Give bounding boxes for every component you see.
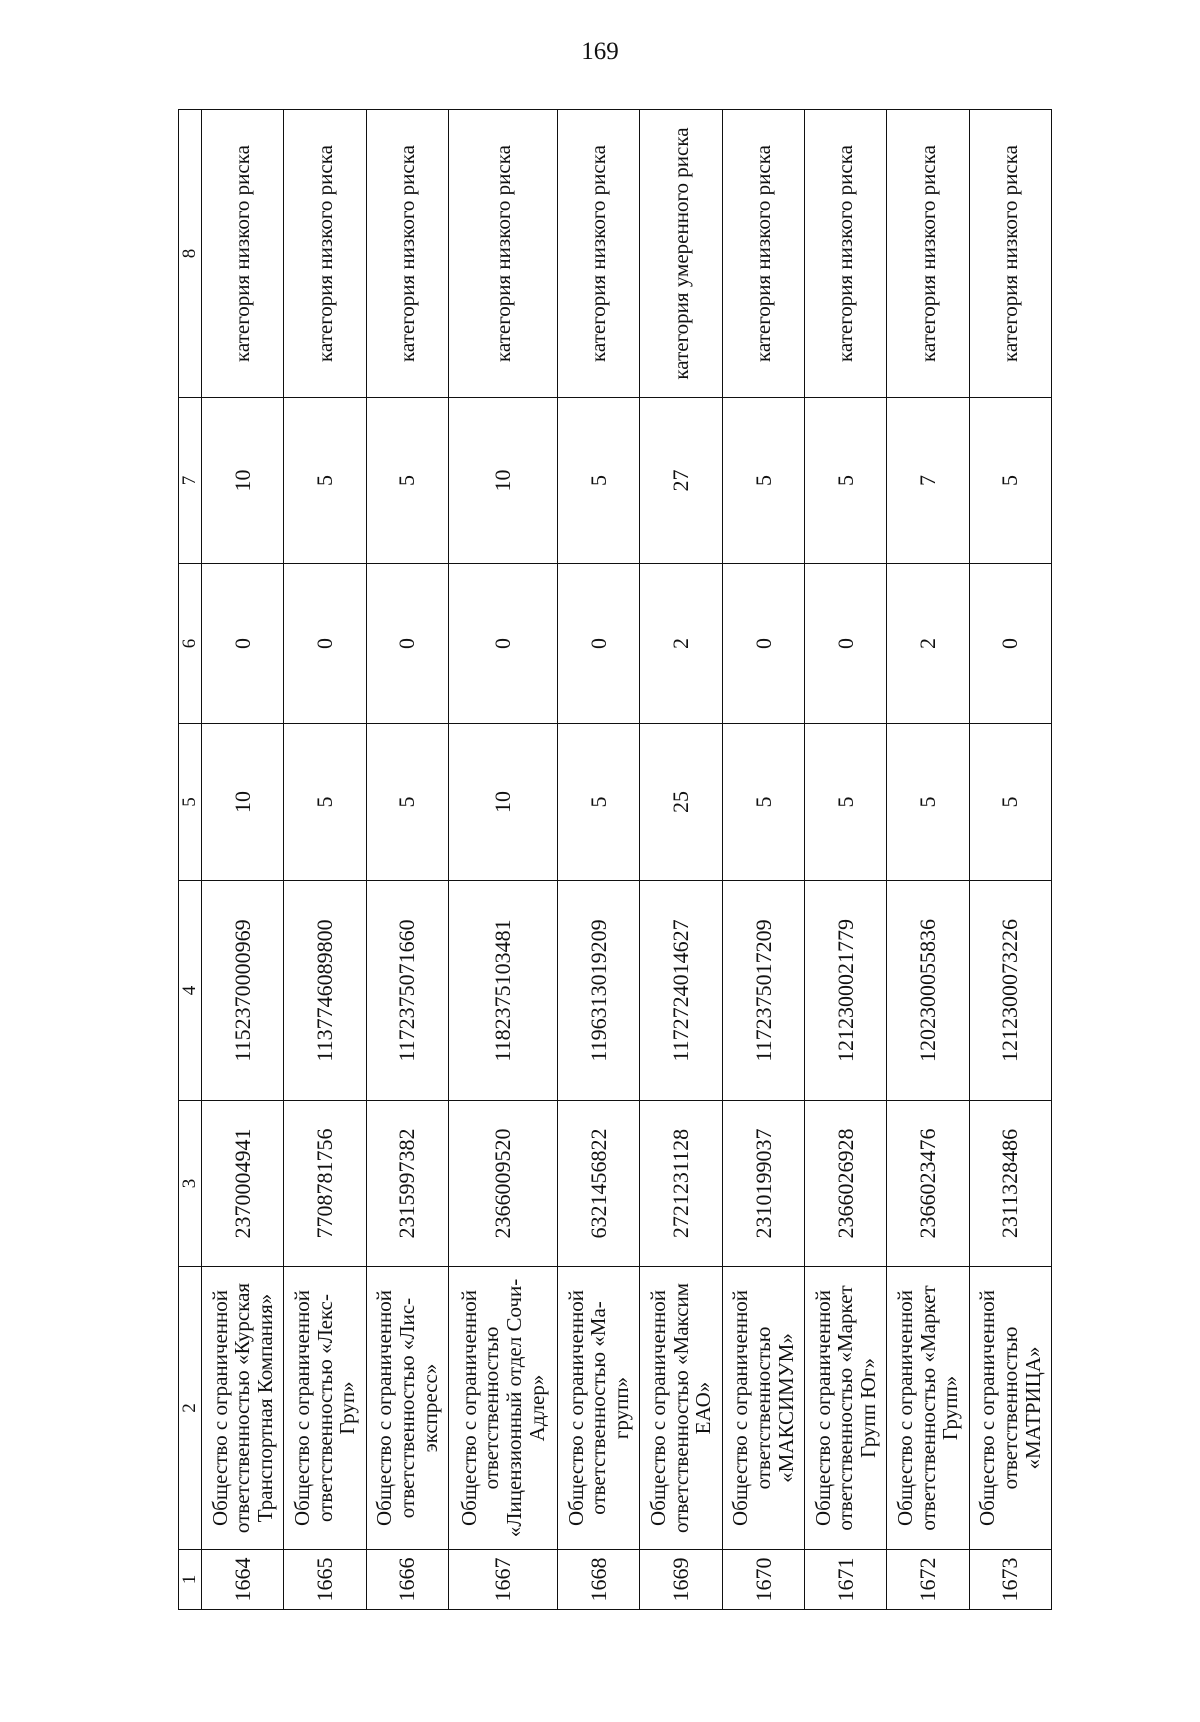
column-6-value-cell: 0 <box>202 564 284 724</box>
row-index-cell: 1668 <box>558 1550 640 1610</box>
column-number-1: 1 <box>179 1550 202 1610</box>
table-row <box>969 110 1051 1610</box>
column-number-8: 8 <box>179 110 202 398</box>
organization-name-cell: Общество с ограниченной ответственностью «Лекс-Груп» <box>284 1267 366 1550</box>
risk-category-cell: категория низкого риска <box>722 110 804 398</box>
column-7-value-cell: 10 <box>448 398 557 564</box>
row-index-cell: 1666 <box>366 1550 448 1610</box>
column-5-value-cell: 10 <box>448 724 557 881</box>
organization-name-cell: Общество с ограниченной ответственностью «Курская Транспортная Компания» <box>202 1267 284 1550</box>
column-number-4: 4 <box>179 881 202 1101</box>
column-6-value-cell: 2 <box>887 564 969 724</box>
risk-category-cell: категория низкого риска <box>887 110 969 398</box>
risk-category-cell: категория низкого риска <box>969 110 1051 398</box>
column-number-5: 5 <box>179 724 202 881</box>
ogrn-cell: 1182375103481 <box>448 881 557 1101</box>
column-6-value-cell: 0 <box>284 564 366 724</box>
table-row <box>366 110 448 1610</box>
column-7-value-cell: 5 <box>722 398 804 564</box>
column-6-value-cell: 0 <box>448 564 557 724</box>
column-6-value-cell: 0 <box>722 564 804 724</box>
inn-cell: 2721231128 <box>640 1101 722 1267</box>
column-7-value-cell: 10 <box>202 398 284 564</box>
page-number: 169 <box>581 38 619 65</box>
ogrn-cell: 1196313019209 <box>558 881 640 1101</box>
risk-category-cell: категория низкого риска <box>284 110 366 398</box>
ogrn-cell: 1172375017209 <box>722 881 804 1101</box>
table-row <box>202 110 284 1610</box>
row-index-cell: 1665 <box>284 1550 366 1610</box>
column-5-value-cell: 5 <box>284 724 366 881</box>
organization-name-cell: Общество с ограниченной ответственностью «Маркет Групп» <box>887 1267 969 1550</box>
column-6-value-cell: 0 <box>969 564 1051 724</box>
column-5-value-cell: 5 <box>969 724 1051 881</box>
ogrn-cell: 1212300073226 <box>969 881 1051 1101</box>
inn-cell: 6321456822 <box>558 1101 640 1267</box>
column-6-value-cell: 0 <box>366 564 448 724</box>
ogrn-cell: 1172375071660 <box>366 881 448 1101</box>
table-row <box>284 110 366 1610</box>
column-7-value-cell: 27 <box>640 398 722 564</box>
inn-cell: 2366023476 <box>887 1101 969 1267</box>
column-7-value-cell: 5 <box>969 398 1051 564</box>
column-5-value-cell: 10 <box>202 724 284 881</box>
column-number-6: 6 <box>179 564 202 724</box>
row-index-cell: 1673 <box>969 1550 1051 1610</box>
row-index-cell: 1667 <box>448 1550 557 1610</box>
column-7-value-cell: 5 <box>805 398 887 564</box>
row-index-cell: 1669 <box>640 1550 722 1610</box>
column-6-value-cell: 0 <box>805 564 887 724</box>
rotated-table-container <box>178 110 1052 1610</box>
row-index-cell: 1664 <box>202 1550 284 1610</box>
risk-category-cell: категория низкого риска <box>202 110 284 398</box>
risk-category-cell: категория низкого риска <box>558 110 640 398</box>
row-index-cell: 1671 <box>805 1550 887 1610</box>
column-5-value-cell: 5 <box>366 724 448 881</box>
ogrn-cell: 1172724014627 <box>640 881 722 1101</box>
inn-cell: 2366009520 <box>448 1101 557 1267</box>
organization-name-cell: Общество с ограниченной ответственностью «Лис-экспресс» <box>366 1267 448 1550</box>
column-number-2: 2 <box>179 1267 202 1550</box>
organization-name-cell: Общество с ограниченной ответственностью «МАТРИЦА» <box>969 1267 1051 1550</box>
column-5-value-cell: 5 <box>558 724 640 881</box>
column-6-value-cell: 0 <box>558 564 640 724</box>
row-index-cell: 1672 <box>887 1550 969 1610</box>
organization-name-cell: Общество с ограниченной ответственностью «Максим ЕАО» <box>640 1267 722 1550</box>
organization-name-cell: Общество с ограниченной ответственностью «Ма-групп» <box>558 1267 640 1550</box>
organization-name-cell: Общество с ограниченной ответственностью «Маркет Групп Юг» <box>805 1267 887 1550</box>
column-5-value-cell: 5 <box>722 724 804 881</box>
table-row <box>887 110 969 1610</box>
risk-category-cell: категория низкого риска <box>448 110 557 398</box>
column-number-row <box>179 110 202 1610</box>
column-7-value-cell: 5 <box>558 398 640 564</box>
column-5-value-cell: 25 <box>640 724 722 881</box>
column-6-value-cell: 2 <box>640 564 722 724</box>
column-7-value-cell: 5 <box>284 398 366 564</box>
row-index-cell: 1670 <box>722 1550 804 1610</box>
ogrn-cell: 1152370000969 <box>202 881 284 1101</box>
risk-category-cell: категория низкого риска <box>805 110 887 398</box>
inn-cell: 2366026928 <box>805 1101 887 1267</box>
risk-category-cell: категория умеренного риска <box>640 110 722 398</box>
inn-cell: 2311328486 <box>969 1101 1051 1267</box>
ogrn-cell: 1202300055836 <box>887 881 969 1101</box>
column-number-7: 7 <box>179 398 202 564</box>
risk-category-cell: категория низкого риска <box>366 110 448 398</box>
inn-cell: 2315997382 <box>366 1101 448 1267</box>
column-5-value-cell: 5 <box>887 724 969 881</box>
column-number-3: 3 <box>179 1101 202 1267</box>
table-row <box>805 110 887 1610</box>
registry-table <box>178 109 1052 1610</box>
column-7-value-cell: 5 <box>366 398 448 564</box>
table-frame <box>178 110 1052 1610</box>
table-row <box>640 110 722 1610</box>
inn-cell: 2370004941 <box>202 1101 284 1267</box>
table-row <box>722 110 804 1610</box>
table-row <box>558 110 640 1610</box>
ogrn-cell: 1212300021779 <box>805 881 887 1101</box>
column-5-value-cell: 5 <box>805 724 887 881</box>
organization-name-cell: Общество с ограниченной ответственностью «МАКСИМУМ» <box>722 1267 804 1550</box>
ogrn-cell: 1137746089800 <box>284 881 366 1101</box>
inn-cell: 7708781756 <box>284 1101 366 1267</box>
table-row <box>448 110 557 1610</box>
inn-cell: 2310199037 <box>722 1101 804 1267</box>
organization-name-cell: Общество с ограниченной ответственностью «Лицензионный отдел Сочи-Адлер» <box>448 1267 557 1550</box>
column-7-value-cell: 7 <box>887 398 969 564</box>
